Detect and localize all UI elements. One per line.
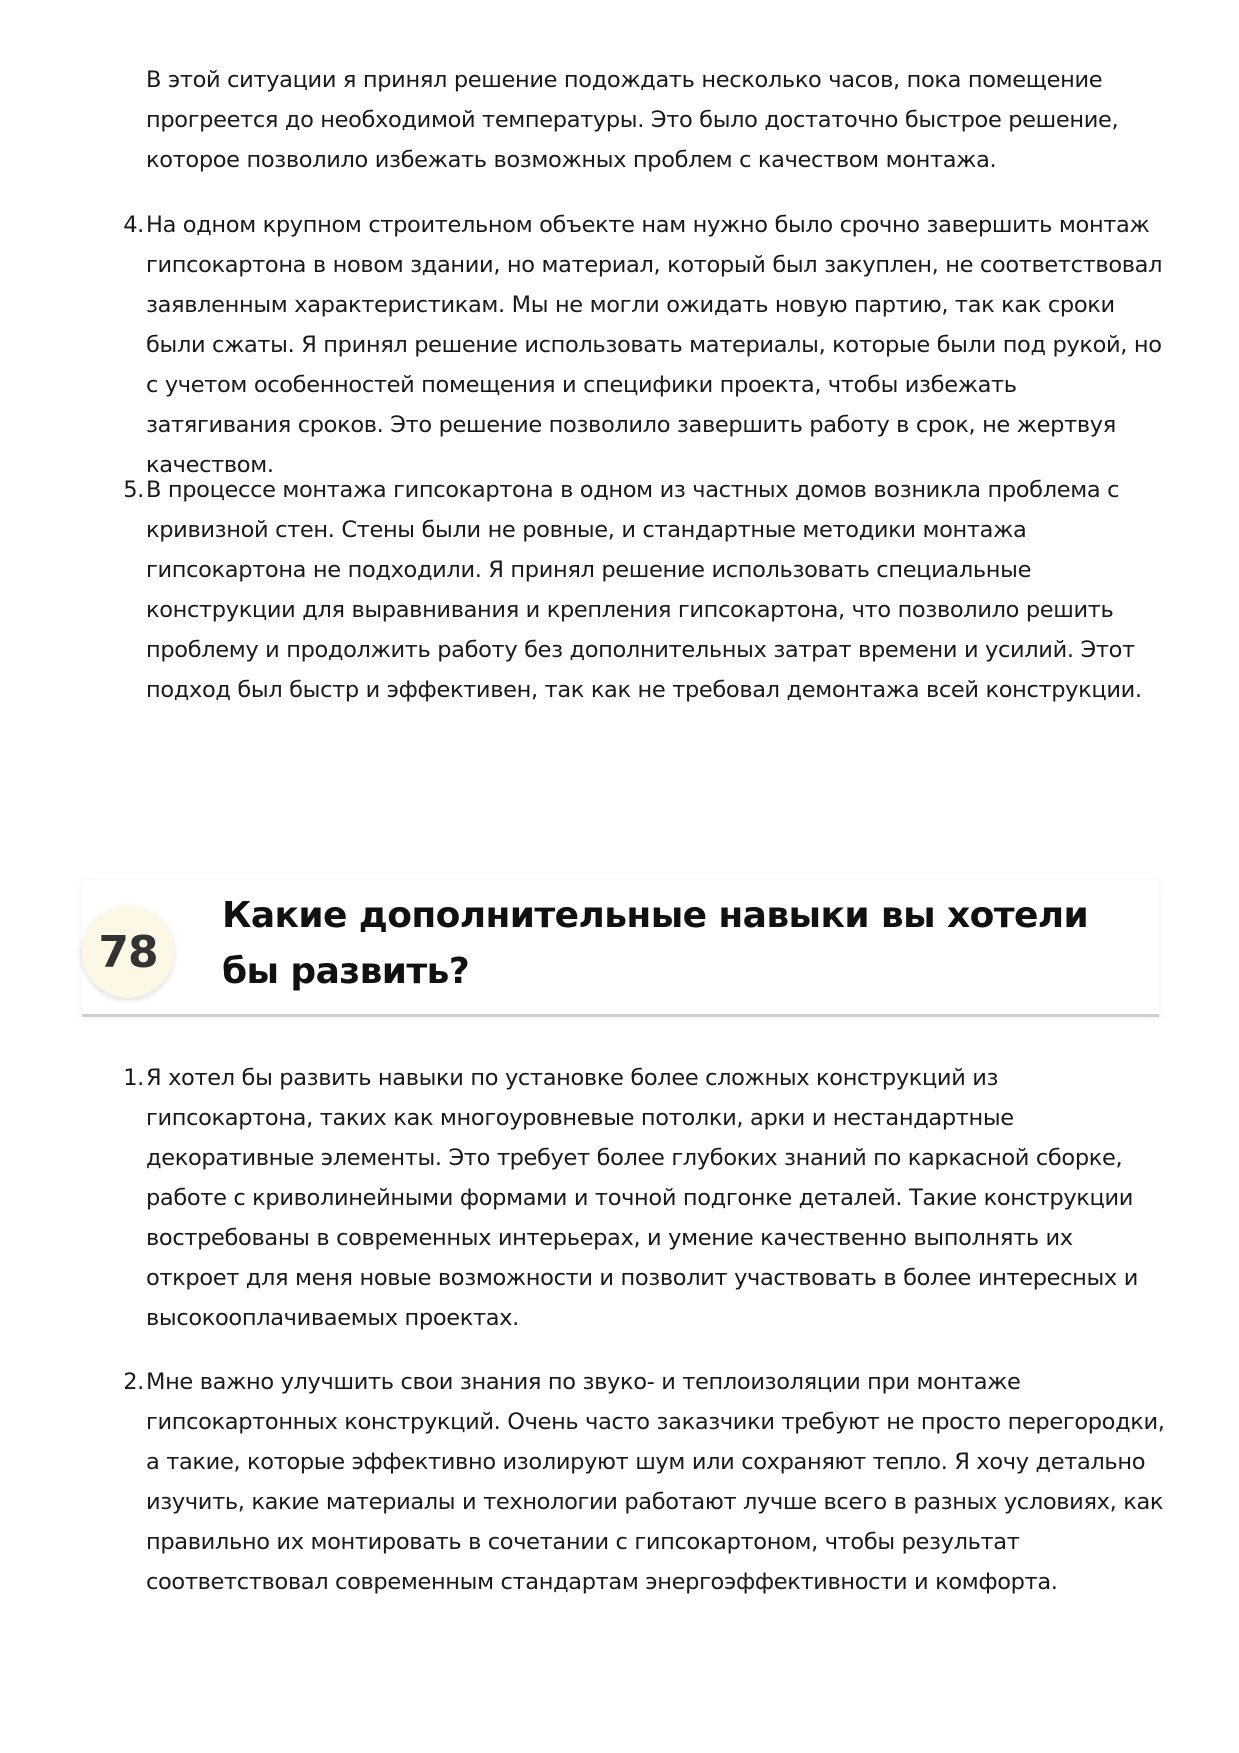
list-item-number: 4. xyxy=(123,212,144,238)
question-number-badge: 78 xyxy=(82,906,174,998)
question-title: Какие дополнительные навыки вы хотели бы развить? xyxy=(222,895,1089,992)
list-item xyxy=(118,1362,1168,1602)
list-item xyxy=(118,470,1168,710)
list-item-text: На одном крупном строительном объекте нам нужно было срочно завершить монтаж гипсокартона в новом здании, но материал, который был закуплен, не соответствовал заявленным характеристикам. Мы не могли ожидать новую партию, так как сроки были сжаты. Я принял решение использовать материалы, которые были под рукой, но с учетом особенностей помещения и специфики проекта, чтобы избежать затягивания сроков. Это решение позволило завершить работу в срок, не жертвуя качеством. xyxy=(146,212,1163,478)
intro-paragraph: В этой ситуации я принял решение подождать несколько часов, пока помещение прогреется до необходимой температуры. Это было достаточно быстрое решение, которое позволило избежать возможных проблем с качеством монтажа. xyxy=(146,67,1119,173)
list-item-text: Я хотел бы развить навыки по установке более сложных конструкций из гипсокартона, таких как многоуровневые потолки, арки и нестандартные декоративные элементы. Это требует более глубоких знаний по каркасной сборке, работе с криволинейными формами и точной подгонке деталей. Такие конструкции востребованы в современных интерьерах, и умение качественно выполнять их откроет для меня новые возможности и позволит участвовать в более интересных и высокооплачиваемых проектах. xyxy=(146,1065,1138,1331)
previous-answer-continuation xyxy=(118,60,1168,180)
list-item-text: Мне важно улучшить свои знания по звуко- и теплоизоляции при монтаже гипсокартонных конструкций. Очень часто заказчики требуют не просто перегородки, а такие, которые эффективно изолируют шум или сохраняют тепло. Я хочу детально изучить, какие материалы и технологии работают лучше всего в разных условиях, как правильно их монтировать в сочетании с гипсокартоном, чтобы результат соответствовал современным стандартам энергоэффективности и комфорта. xyxy=(146,1369,1165,1595)
list-item xyxy=(118,1058,1168,1338)
list-item xyxy=(118,205,1168,485)
list-item-text: В процессе монтажа гипсокартона в одном из частных домов возникла проблема с кривизной стен. Стены были не ровные, и стандартные методики монтажа гипсокартона не подходили. Я принял решение использовать специальные конструкции для выравнивания и крепления гипсокартона, что позволило решить проблему и продолжить работу без дополнительных затрат времени и усилий. Этот подход был быстр и эффективен, так как не требовал демонтажа всей конструкции. xyxy=(146,477,1142,703)
question-header xyxy=(82,880,1159,1017)
list-item-number: 5. xyxy=(123,477,144,503)
list-item-number: 2. xyxy=(123,1369,144,1395)
list-item-number: 1. xyxy=(123,1065,144,1091)
